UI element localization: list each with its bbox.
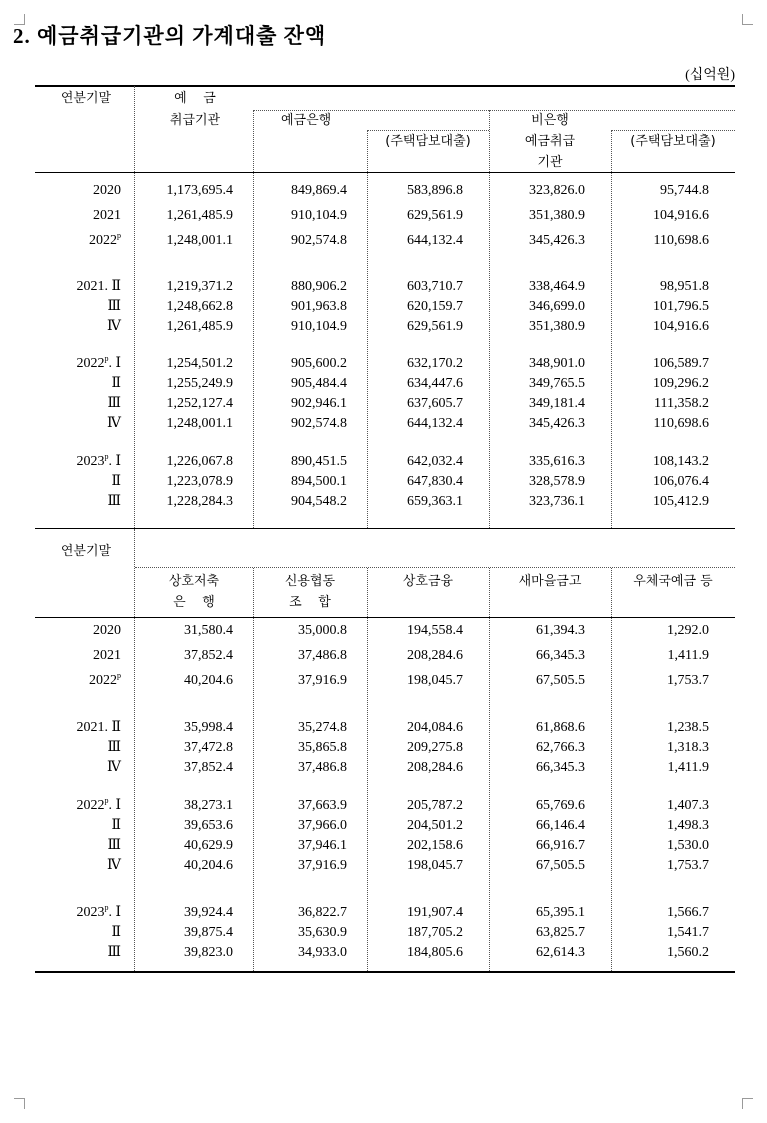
- value-cell: 105,412.9: [653, 494, 709, 509]
- value-cell: 31,580.4: [184, 623, 233, 638]
- value-cell: 634,447.6: [407, 376, 463, 391]
- value-cell: 1,254,501.2: [166, 356, 233, 371]
- value-cell: 351,380.9: [529, 208, 585, 223]
- header-dotted-rule: [135, 567, 735, 568]
- period-cell: 2021: [93, 208, 121, 223]
- period-cell: 2022$^p$. Ⅰ: [76, 796, 121, 813]
- table-row: [35, 671, 735, 691]
- table1-top-rule: [35, 85, 735, 87]
- period-cell: Ⅲ: [107, 945, 121, 960]
- value-cell: 644,132.4: [407, 416, 463, 431]
- value-cell: 108,143.2: [653, 454, 709, 469]
- value-cell: 1,226,067.8: [166, 454, 233, 469]
- savings-bank-header-line1: 상호저축: [168, 574, 220, 589]
- table2-header-rule: [35, 617, 735, 618]
- value-cell: 349,181.4: [529, 396, 585, 411]
- table-row: [35, 621, 735, 641]
- postal-savings-header: 우체국예금 등: [633, 574, 713, 589]
- value-cell: 61,394.3: [536, 623, 585, 638]
- value-cell: 40,629.9: [184, 838, 233, 853]
- value-cell: 39,823.0: [184, 945, 233, 960]
- value-cell: 629,561.9: [407, 319, 463, 334]
- value-cell: 894,500.1: [291, 474, 347, 489]
- table-row: [35, 856, 735, 876]
- header-dotted-divider: [253, 110, 254, 172]
- value-cell: 905,600.2: [291, 356, 347, 371]
- period-cell: 2022$^p$. Ⅰ: [76, 354, 121, 371]
- table-row: [35, 738, 735, 758]
- value-cell: 1,498.3: [667, 818, 709, 833]
- value-cell: 35,865.8: [298, 740, 347, 755]
- value-cell: 637,605.7: [407, 396, 463, 411]
- value-cell: 1,560.2: [667, 945, 709, 960]
- value-cell: 34,933.0: [298, 945, 347, 960]
- value-cell: 202,158.6: [407, 838, 463, 853]
- value-cell: 62,766.3: [536, 740, 585, 755]
- value-cell: 62,614.3: [536, 945, 585, 960]
- value-cell: 109,296.2: [653, 376, 709, 391]
- value-cell: 345,426.3: [529, 233, 585, 248]
- page-corner-mark: [14, 1098, 25, 1109]
- table-row: [35, 836, 735, 856]
- period-cell: 2021: [93, 648, 121, 663]
- value-cell: 67,505.5: [536, 858, 585, 873]
- table-row: [35, 231, 735, 251]
- period-cell: 2020: [93, 183, 121, 198]
- value-cell: 191,907.4: [407, 905, 463, 920]
- value-cell: 37,946.1: [298, 838, 347, 853]
- value-cell: 39,653.6: [184, 818, 233, 833]
- value-cell: 111,358.2: [654, 396, 709, 411]
- value-cell: 198,045.7: [407, 858, 463, 873]
- value-cell: 345,426.3: [529, 416, 585, 431]
- value-cell: 1,261,485.9: [166, 208, 233, 223]
- period-cell: Ⅲ: [107, 838, 121, 853]
- period-cell: Ⅲ: [107, 299, 121, 314]
- table-row: [35, 354, 735, 374]
- value-cell: 209,275.8: [407, 740, 463, 755]
- value-cell: 37,486.8: [298, 760, 347, 775]
- value-cell: 1,261,485.9: [166, 319, 233, 334]
- table-row: [35, 718, 735, 738]
- value-cell: 35,630.9: [298, 925, 347, 940]
- table-row: [35, 394, 735, 414]
- value-cell: 1,541.7: [667, 925, 709, 940]
- value-cell: 184,805.6: [407, 945, 463, 960]
- value-cell: 323,826.0: [529, 183, 585, 198]
- value-cell: 1,223,078.9: [166, 474, 233, 489]
- value-cell: 101,796.5: [653, 299, 709, 314]
- value-cell: 335,616.3: [529, 454, 585, 469]
- value-cell: 37,916.9: [298, 858, 347, 873]
- saemaul-header: 새마을금고: [518, 574, 582, 589]
- period-cell: Ⅱ: [111, 818, 121, 833]
- total-header-line1: 예 금: [174, 91, 216, 106]
- value-cell: 323,736.1: [529, 494, 585, 509]
- value-cell: 66,916.7: [536, 838, 585, 853]
- table1-header-rule: [35, 172, 735, 173]
- value-cell: 1,248,001.1: [166, 233, 233, 248]
- value-cell: 204,084.6: [407, 720, 463, 735]
- value-cell: 328,578.9: [529, 474, 585, 489]
- value-cell: 1,530.0: [667, 838, 709, 853]
- value-cell: 629,561.9: [407, 208, 463, 223]
- period-cell: Ⅱ: [111, 474, 121, 489]
- page-corner-mark: [742, 1098, 753, 1109]
- table-row: [35, 903, 735, 923]
- table-row: [35, 472, 735, 492]
- value-cell: 904,548.2: [291, 494, 347, 509]
- nonbank-header-line2: 예금취급: [524, 134, 576, 149]
- value-cell: 66,345.3: [536, 760, 585, 775]
- value-cell: 39,924.4: [184, 905, 233, 920]
- unit-label: (십억원): [685, 68, 735, 83]
- header-dotted-divider: [134, 86, 135, 172]
- value-cell: 1,411.9: [667, 648, 709, 663]
- period-cell: Ⅳ: [107, 416, 121, 431]
- value-cell: 106,589.7: [653, 356, 709, 371]
- value-cell: 98,951.8: [660, 279, 709, 294]
- period-cell: 2023$^p$. Ⅰ: [76, 452, 121, 469]
- value-cell: 66,345.3: [536, 648, 585, 663]
- period-cell: Ⅳ: [107, 760, 121, 775]
- value-cell: 39,875.4: [184, 925, 233, 940]
- value-cell: 35,000.8: [298, 623, 347, 638]
- table-row: [35, 414, 735, 434]
- value-cell: 40,204.6: [184, 673, 233, 688]
- value-cell: 632,170.2: [407, 356, 463, 371]
- mutual-finance-header: 상호금융: [402, 574, 454, 589]
- table-row: [35, 297, 735, 317]
- table-row: [35, 646, 735, 666]
- banks-header: 예금은행: [281, 113, 332, 128]
- value-cell: 65,769.6: [536, 798, 585, 813]
- value-cell: 110,698.6: [653, 233, 709, 248]
- value-cell: 348,901.0: [529, 356, 585, 371]
- value-cell: 901,963.8: [291, 299, 347, 314]
- period-cell: 2023$^p$. Ⅰ: [76, 903, 121, 920]
- value-cell: 890,451.5: [291, 454, 347, 469]
- period-cell: Ⅳ: [107, 858, 121, 873]
- total-header-line2: 취급기관: [169, 113, 221, 128]
- period-cell: 2021. Ⅱ: [76, 279, 121, 294]
- table-row: [35, 758, 735, 778]
- value-cell: 1,753.7: [667, 858, 709, 873]
- table-row: [35, 816, 735, 836]
- period-cell: Ⅱ: [111, 376, 121, 391]
- value-cell: 659,363.1: [407, 494, 463, 509]
- value-cell: 67,505.5: [536, 673, 585, 688]
- table-row: [35, 181, 735, 201]
- value-cell: 36,822.7: [298, 905, 347, 920]
- value-cell: 187,705.2: [407, 925, 463, 940]
- value-cell: 1,238.5: [667, 720, 709, 735]
- nonbank-header-line1: 비은행: [531, 113, 569, 128]
- value-cell: 38,273.1: [184, 798, 233, 813]
- value-cell: 110,698.6: [653, 416, 709, 431]
- value-cell: 37,916.9: [298, 673, 347, 688]
- value-cell: 35,998.4: [184, 720, 233, 735]
- value-cell: 642,032.4: [407, 454, 463, 469]
- nonbank-header-line3: 기관: [537, 155, 563, 170]
- value-cell: 1,407.3: [667, 798, 709, 813]
- value-cell: 194,558.4: [407, 623, 463, 638]
- value-cell: 205,787.2: [407, 798, 463, 813]
- value-cell: 1,248,662.8: [166, 299, 233, 314]
- value-cell: 1,411.9: [667, 760, 709, 775]
- table-row: [35, 923, 735, 943]
- value-cell: 95,744.8: [660, 183, 709, 198]
- table-row: [35, 943, 735, 963]
- value-cell: 338,464.9: [529, 279, 585, 294]
- value-cell: 910,104.9: [291, 319, 347, 334]
- value-cell: 902,946.1: [291, 396, 347, 411]
- value-cell: 66,146.4: [536, 818, 585, 833]
- value-cell: 1,753.7: [667, 673, 709, 688]
- value-cell: 644,132.4: [407, 233, 463, 248]
- value-cell: 620,159.7: [407, 299, 463, 314]
- value-cell: 106,076.4: [653, 474, 709, 489]
- period-cell: Ⅲ: [107, 494, 121, 509]
- period-cell: Ⅱ: [111, 925, 121, 940]
- value-cell: 583,896.8: [407, 183, 463, 198]
- value-cell: 37,663.9: [298, 798, 347, 813]
- period-cell: 2022$^p$: [89, 231, 121, 248]
- value-cell: 910,104.9: [291, 208, 347, 223]
- value-cell: 204,501.2: [407, 818, 463, 833]
- value-cell: 198,045.7: [407, 673, 463, 688]
- page-title: 2. 예금취급기관의 가계대출 잔액: [13, 24, 327, 48]
- value-cell: 902,574.8: [291, 233, 347, 248]
- value-cell: 1,292.0: [667, 623, 709, 638]
- period-cell: 2020: [93, 623, 121, 638]
- table-row: [35, 492, 735, 512]
- period-cell: 2022$^p$: [89, 671, 121, 688]
- value-cell: 1,252,127.4: [166, 396, 233, 411]
- value-cell: 63,825.7: [536, 925, 585, 940]
- table2-bottom-rule: [35, 971, 735, 973]
- nonbank-mortgage-header: (주택담보대출): [630, 134, 716, 149]
- value-cell: 603,710.7: [407, 279, 463, 294]
- value-cell: 35,274.8: [298, 720, 347, 735]
- value-cell: 208,284.6: [407, 648, 463, 663]
- period-header: 연분기말: [60, 544, 112, 559]
- table-row: [35, 277, 735, 297]
- period-header: 연분기말: [60, 91, 112, 106]
- table-row: [35, 374, 735, 394]
- value-cell: 37,486.8: [298, 648, 347, 663]
- value-cell: 1,228,284.3: [166, 494, 233, 509]
- value-cell: 65,395.1: [536, 905, 585, 920]
- period-cell: Ⅲ: [107, 396, 121, 411]
- page-corner-mark: [742, 14, 753, 25]
- value-cell: 349,765.5: [529, 376, 585, 391]
- credit-union-header-line1: 신용협동: [284, 574, 336, 589]
- table-row: [35, 796, 735, 816]
- table-row: [35, 206, 735, 226]
- value-cell: 40,204.6: [184, 858, 233, 873]
- value-cell: 1,248,001.1: [166, 416, 233, 431]
- value-cell: 1,173,695.4: [166, 183, 233, 198]
- value-cell: 37,966.0: [298, 818, 347, 833]
- value-cell: 208,284.6: [407, 760, 463, 775]
- banks-mortgage-header: (주택담보대출): [385, 134, 471, 149]
- value-cell: 1,255,249.9: [166, 376, 233, 391]
- value-cell: 902,574.8: [291, 416, 347, 431]
- value-cell: 61,868.6: [536, 720, 585, 735]
- value-cell: 37,472.8: [184, 740, 233, 755]
- value-cell: 104,916.6: [653, 208, 709, 223]
- value-cell: 647,830.4: [407, 474, 463, 489]
- value-cell: 1,318.3: [667, 740, 709, 755]
- savings-bank-header-line2: 은 행: [173, 595, 215, 610]
- value-cell: 1,219,371.2: [166, 279, 233, 294]
- value-cell: 905,484.4: [291, 376, 347, 391]
- table-row: [35, 317, 735, 337]
- value-cell: 346,699.0: [529, 299, 585, 314]
- table-row: [35, 452, 735, 472]
- period-cell: Ⅳ: [107, 319, 121, 334]
- value-cell: 104,916.6: [653, 319, 709, 334]
- value-cell: 351,380.9: [529, 319, 585, 334]
- value-cell: 880,906.2: [291, 279, 347, 294]
- value-cell: 849,869.4: [291, 183, 347, 198]
- value-cell: 37,852.4: [184, 760, 233, 775]
- credit-union-header-line2: 조 합: [289, 595, 331, 610]
- table-separator-rule: [35, 528, 735, 529]
- value-cell: 37,852.4: [184, 648, 233, 663]
- period-cell: Ⅲ: [107, 740, 121, 755]
- value-cell: 1,566.7: [667, 905, 709, 920]
- period-cell: 2021. Ⅱ: [76, 720, 121, 735]
